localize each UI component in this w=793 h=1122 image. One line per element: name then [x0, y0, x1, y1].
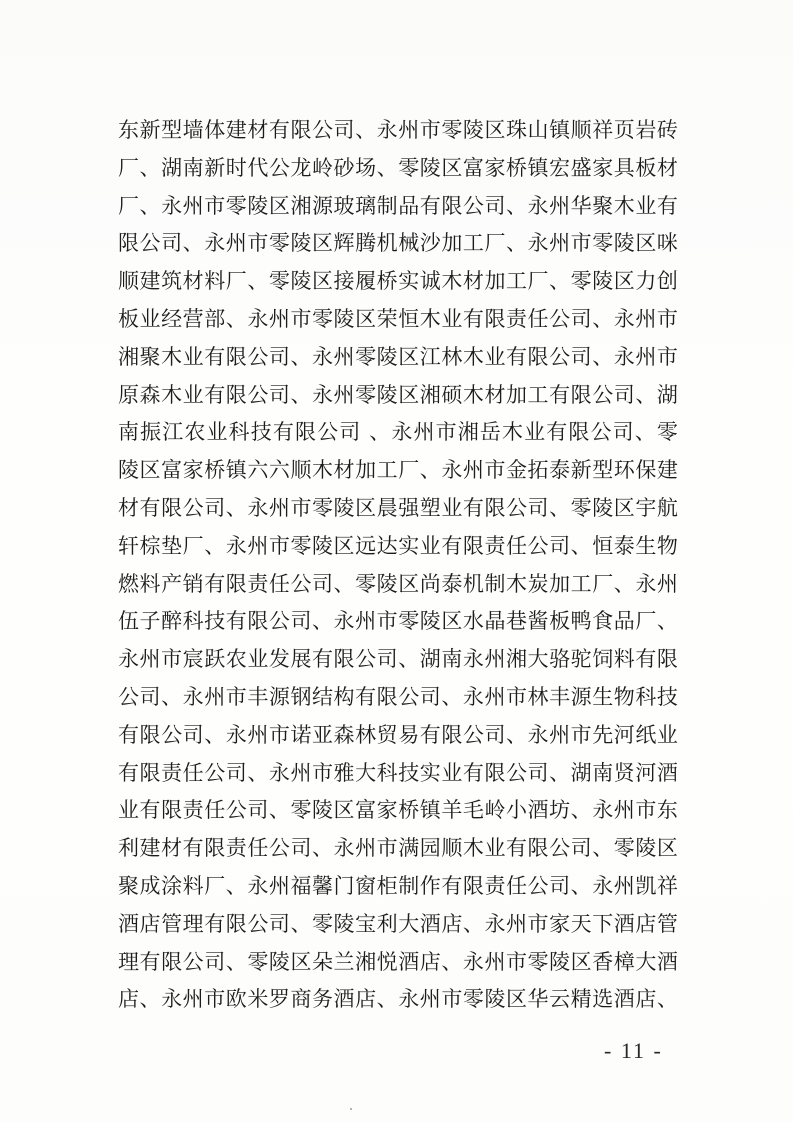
text-line: 厂、湖南新时代公龙岭砂场、零陵区富家桥镇宏盛家具板材 [118, 155, 678, 180]
text-line: 陵区富家桥镇六六顺木材加工厂、永州市金拓泰新型环保建 [118, 458, 678, 483]
text-line: 厂、永州市零陵区湘源玻璃制品有限公司、永州华聚木业有 [118, 193, 678, 218]
text-line: 东新型墙体建材有限公司、永州市零陵区珠山镇顺祥页岩砖 [118, 118, 678, 142]
body-text [118, 112, 678, 1019]
text-line: 湘聚木业有限公司、永州零陵区江林木业有限公司、永州市 [118, 344, 678, 369]
scan-speck [350, 1108, 352, 1110]
text-line: 顺建筑材料厂、零陵区接履桥实诚木材加工厂、零陵区力创 [118, 269, 678, 294]
text-line: 业有限责任公司、零陵区富家桥镇羊毛岭小酒坊、永州市东 [118, 798, 678, 823]
text-line: 板业经营部、永州市零陵区荣恒木业有限责任公司、永州市 [118, 306, 678, 331]
text-line: 伍子醉科技有限公司、永州市零陵区水晶巷酱板鸭食品厂、 [118, 609, 678, 634]
text-line: 有限责任公司、永州市雅大科技实业有限公司、湖南贤河酒 [118, 760, 678, 785]
text-line: 南振江农业科技有限公司 、永州市湘岳木业有限公司、零 [118, 420, 678, 445]
text-line: 限公司、永州市零陵区辉腾机械沙加工厂、永州市零陵区咪 [118, 231, 678, 256]
page-number: - 11 - [604, 1038, 663, 1063]
text-line: 公司、永州市丰源钢结构有限公司、永州市林丰源生物科技 [118, 684, 678, 709]
text-line: 酒店管理有限公司、零陵宝利大酒店、永州市家天下酒店管 [118, 911, 678, 936]
text-line: 燃料产销有限责任公司、零陵区尚泰机制木炭加工厂、永州 [118, 571, 678, 596]
text-line: 利建材有限责任公司、永州市满园顺木业有限公司、零陵区 [118, 836, 678, 861]
text-line: 有限公司、永州市诺亚森林贸易有限公司、永州市先河纸业 [118, 722, 678, 747]
text-line: 店、永州市欧米罗商务酒店、永州市零陵区华云精选酒店、 [118, 987, 678, 1012]
text-line: 材有限公司、永州市零陵区晨强塑业有限公司、零陵区宇航 [118, 495, 678, 520]
text-line: 轩棕垫厂、永州市零陵区远达实业有限责任公司、恒泰生物 [118, 533, 678, 558]
text-line: 理有限公司、零陵区朵兰湘悦酒店、永州市零陵区香樟大酒 [118, 949, 678, 974]
text-line: 原森木业有限公司、永州零陵区湘硕木材加工有限公司、湖 [118, 382, 678, 407]
text-line: 永州市宸跃农业发展有限公司、湖南永州湘大骆驼饲料有限 [118, 647, 678, 672]
text-line: 聚成涂料厂、永州福馨门窗柜制作有限责任公司、永州凯祥 [118, 873, 678, 898]
